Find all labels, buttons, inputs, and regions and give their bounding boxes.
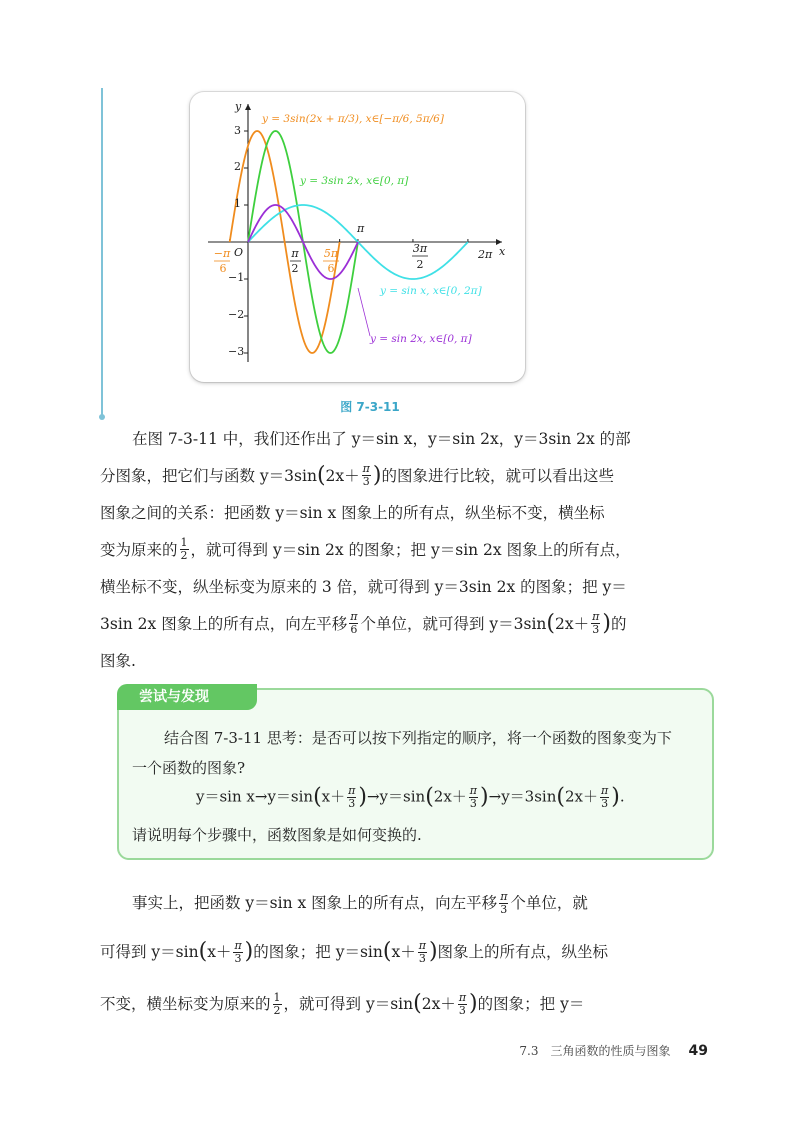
arrow-icon: →: [488, 787, 502, 806]
y-axis-arrow: [245, 104, 251, 110]
text: 的图象进行比较，就可以看出这些: [381, 466, 614, 485]
text: 可得到 y＝sin: [100, 943, 199, 961]
figure-caption: 图 7-3-11: [340, 400, 400, 414]
purple-curve-label: y = sin 2x, x∈[0, π]: [370, 333, 472, 345]
text: 2x＋: [564, 787, 598, 806]
formula-2: y＝sin: [267, 787, 314, 806]
fraction-1-2: $\frac{1}{2}$: [273, 990, 281, 1017]
text: 事实上，把函数 y＝sin x 图象上的所有点，向左平移: [132, 894, 498, 912]
x-tick-5pi-6-den: 6: [327, 262, 335, 275]
text: 个单位，就可得到 y＝3sin: [360, 614, 547, 633]
text: x＋: [391, 943, 416, 961]
try-and-discover-title: 尝试与发现: [117, 684, 257, 710]
text: 的图象；把 y＝sin: [253, 943, 383, 961]
paragraph-explanation: [100, 880, 620, 1030]
y-tick-neg2: −2: [228, 308, 245, 321]
text: .: [619, 787, 625, 806]
figure-7-3-11: [190, 92, 525, 382]
text: x＋: [207, 943, 232, 961]
fraction-pi-3: $\frac{\pi}{3}$: [592, 610, 600, 636]
fraction-pi-3: $\frac{\pi}{3}$: [601, 784, 609, 810]
text: 不变，横坐标变为原来的: [100, 995, 271, 1013]
text: 2x＋: [555, 614, 590, 633]
para1-line1: 在图 7-3-11 中，我们还作出了 y＝sin x，y＝sin 2x，y＝3sin 2x 的部: [132, 429, 631, 448]
para1-line4: [100, 531, 631, 568]
text: 个单位，就: [510, 894, 588, 912]
orange-curve-label: y = 3sin(2x + π/3), x∈[−π/6, 5π/6]: [262, 113, 444, 125]
text: 的: [610, 614, 627, 633]
y-tick-neg3: −3: [228, 345, 245, 358]
sine-chart: [190, 92, 525, 382]
x-tick-neg-pi-6-num: −π: [213, 247, 231, 260]
section-title: 7.3 三角函数的性质与图象: [519, 1044, 671, 1058]
cyan-curve-label: y = sin x, x∈[0, 2π]: [380, 285, 482, 297]
fraction-pi-3: $\frac{\pi}{3}$: [458, 990, 467, 1017]
text: 2x＋: [325, 466, 360, 485]
page-number: 49: [688, 1043, 708, 1059]
x-tick-pi-2-den: 2: [291, 262, 299, 275]
try-line2: 一个函数的图象?: [132, 759, 246, 777]
para1-line6: 3sin 2x 图象上的所有点，向左平移 $\frac{\pi}{6}$ 个单位，就可得到 y＝3sin ( 2x＋ $\frac{\pi}{3}$ ) 的: [100, 605, 620, 642]
try-line1: 结合图 7-3-11 思考：是否可以按下列指定的顺序，将一个函数的图象变为下: [164, 729, 672, 747]
x-tick-2pi: 2π: [478, 248, 493, 261]
para2-line1: [100, 880, 620, 926]
formula-3: y＝sin: [379, 787, 426, 806]
text: ，就可得到 y＝sin: [283, 995, 414, 1013]
para1-line3: 图象之间的关系：把函数 y＝sin x 图象上的所有点，纵坐标不变，横坐标: [100, 503, 605, 522]
arrow-icon: →: [254, 787, 268, 806]
para2-line3: 不变，横坐标变为原来的 $\frac{1}{2}$ ，就可得到 y＝sin ( 2x＋ $\frac{\pi}{3}$ ) 的图象；把 y＝: [100, 978, 620, 1030]
x-axis-label: x: [499, 245, 506, 258]
x-tick-pi-2-num: π: [291, 247, 299, 260]
text: x＋: [321, 787, 346, 806]
fraction-pi-3: $\frac{\pi}{3}$: [348, 784, 356, 810]
paragraph-comparison: [100, 420, 631, 679]
x-tick-3pi-2-num: 3π: [412, 242, 428, 255]
fraction-pi-3: $\frac{\pi}{3}$: [234, 938, 242, 965]
try-box-instruction: 请说明每个步骤中，函数图象是如何变换的.: [132, 826, 422, 844]
x-tick-3pi-2-den: 2: [416, 258, 424, 271]
try-box-question: [132, 723, 702, 783]
y-tick-3: 3: [234, 124, 241, 137]
fraction-pi-3: $\frac{\pi}{3}$: [469, 784, 478, 810]
fraction-pi-3: $\frac{\pi}{3}$: [418, 938, 426, 965]
text: 2x＋: [433, 787, 467, 806]
y-tick-2: 2: [234, 160, 241, 173]
arrow-icon: →: [366, 787, 380, 806]
y-tick-1: 1: [234, 197, 241, 210]
y-tick-neg1: −1: [228, 271, 245, 284]
text: 图象上的所有点，纵坐标: [437, 943, 609, 961]
fraction-1-2: $\frac{1}{2}$: [180, 536, 188, 562]
fraction-pi-3: $\frac{\pi}{3}$: [500, 889, 508, 916]
para2-line2: 可得到 y＝sin ( x＋ $\frac{\pi}{3}$ ) 的图象；把 y＝sin ( x＋ $\frac{\pi}{3}$ ) 图象上的所有点，纵坐标: [100, 926, 620, 978]
x-tick-5pi-6-num: 5π: [323, 247, 339, 260]
page-footer: [519, 1042, 708, 1059]
origin-label: O: [234, 246, 244, 259]
text: 分图象，把它们与函数 y＝3sin: [100, 466, 317, 485]
x-tick-pi: π: [357, 222, 365, 235]
text: 变为原来的: [100, 540, 178, 559]
green-curve-label: y = 3sin 2x, x∈[0, π]: [300, 175, 409, 187]
margin-rule: [101, 88, 103, 418]
para1-line7: 图象.: [100, 651, 136, 670]
fraction-pi-3: $\frac{\pi}{3}$: [362, 462, 370, 488]
formula-1: y＝sin x: [196, 787, 255, 806]
text: 的图象；把 y＝: [477, 995, 585, 1013]
text: 3sin 2x 图象上的所有点，向左平移: [100, 614, 348, 633]
para1-line2: 分图象，把它们与函数 y＝3sin ( 2x＋ $\frac{\pi}{3}$ ) 的图象进行比较，就可以看出这些: [100, 457, 620, 494]
fraction-pi-6: $\frac{\pi}{6}$: [350, 610, 358, 636]
x-tick-neg-pi-6-den: 6: [219, 262, 227, 275]
formula-4: y＝3sin: [501, 787, 557, 806]
para1-line5: 横坐标不变，纵坐标变为原来的 3 倍，就可得到 y＝3sin 2x 的图象；把 y＝: [100, 577, 627, 596]
y-axis-label: y: [235, 100, 242, 113]
transformation-sequence: y＝sin x→y＝sin(x＋ $\frac{\pi}{3}$ )→y＝sin(2x＋ $\frac{\pi}{3}$ )→y＝3sin(2x＋ $\frac{\pi}{3}$ ).: [196, 784, 625, 810]
text: 2x＋: [421, 995, 456, 1013]
text: ，就可得到 y＝sin 2x 的图象；把 y＝sin 2x 图象上的所有点，: [190, 540, 631, 559]
